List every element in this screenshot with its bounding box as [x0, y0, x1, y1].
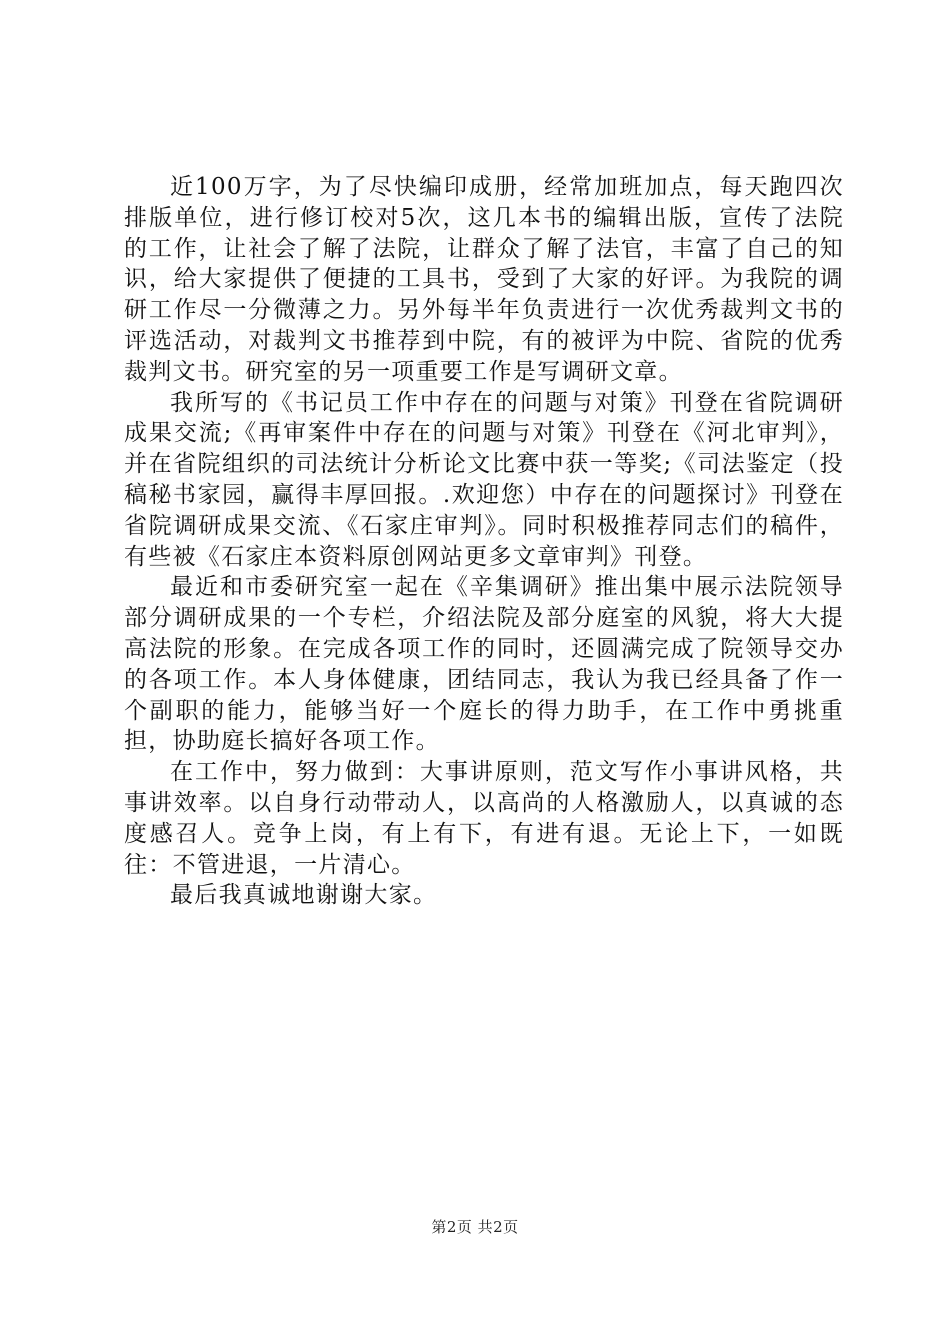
paragraph: 在工作中，努力做到：大事讲原则，范文写作小事讲风格，共事讲效率。以自身行动带动人，以高尚的人格激励人，以真诚的态度感召人。竞争上岗，有上有下，有进有退。无论上下，一如既往：不管进退，一片清心。: [124, 759, 844, 878]
page-number-footer: 第2页 共2页: [431, 1218, 519, 1236]
document-body: [124, 172, 844, 911]
paragraph: 最近和市委研究室一起在《辛集调研》推出集中展示法院领导部分调研成果的一个专栏，介绍法院及部分庭室的风貌，将大大提高法院的形象。在完成各项工作的同时，还圆满完成了院领导交办的各项工作。本人身体健康，团结同志，我认为我已经具备了作一个副职的能力，能够当好一个庭长的得力助手，在工作中勇挑重担，协助庭长搞好各项工作。: [124, 574, 844, 755]
paragraph: 最后我真诚地谢谢大家。: [170, 882, 438, 909]
paragraph: 近100万字，为了尽快编印成册，经常加班加点，每天跑四次排版单位，进行修订校对5次，这几本书的编辑出版，宣传了法院的工作，让社会了解了法院，让群众了解了法官，丰富了自己的知识，给大家提供了便捷的工具书，受到了大家的好评。为我院的调研工作尽一分微薄之力。另外每半年负责进行一次优秀裁判文书的评选活动，对裁判文书推荐到中院，有的被评为中院、省院的优秀裁判文书。研究室的另一项重要工作是写调研文章。: [124, 174, 844, 385]
paragraph: 我所写的《书记员工作中存在的问题与对策》刊登在省院调研成果交流;《再审案件中存在的问题与对策》刊登在《河北审判》，并在省院组织的司法统计分析论文比赛中获一等奖;《司法鉴定（投稿秘书家园，赢得丰厚回报。.欢迎您）中存在的问题探讨》刊登在省院调研成果交流、《石家庄审判》。同时积极推荐同志们的稿件，有些被《石家庄本资料原创网站更多文章审判》刊登。: [124, 389, 844, 570]
